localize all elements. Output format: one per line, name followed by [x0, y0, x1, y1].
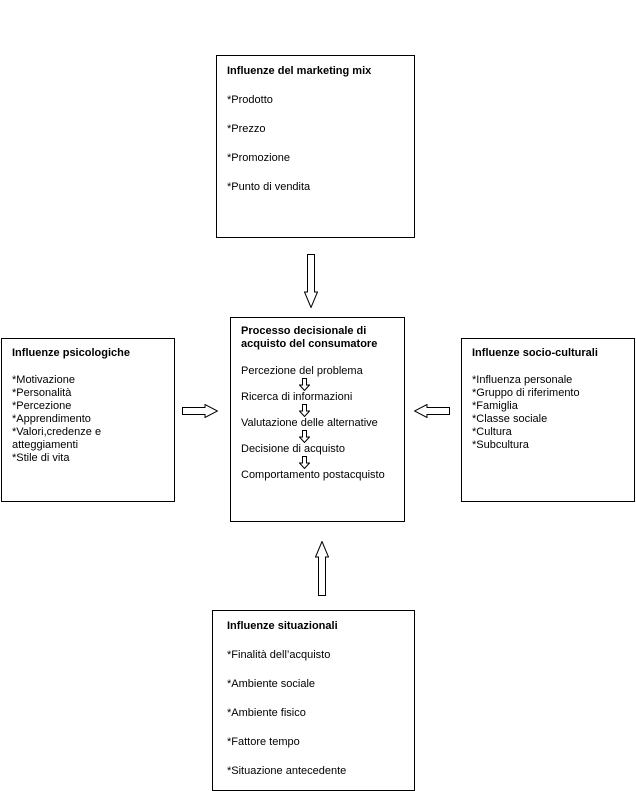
psicologiche-title: Influenze psicologiche [12, 347, 130, 359]
socio-culturali-box [461, 338, 635, 502]
list-item: *Classe sociale [472, 413, 548, 425]
situazionali-list [227, 649, 400, 778]
process-step: Percezione del problema [241, 365, 363, 377]
list-item: *Apprendimento [12, 413, 91, 425]
socio-culturali-list [472, 374, 624, 452]
socio-culturali-title: Influenze socio-culturali [472, 347, 598, 359]
process-step: Valutazione delle alternative [241, 417, 378, 429]
list-item: *Motivazione [12, 374, 75, 386]
processo-box [230, 317, 405, 522]
psicologiche-box [1, 338, 175, 502]
list-item: *Promozione [227, 152, 290, 164]
process-step: Ricerca di informazioni [241, 391, 353, 403]
processo-title: Processo decisionale di acquisto del consumatore [241, 325, 378, 350]
list-item: *Punto di vendita [227, 181, 311, 193]
psicologiche-list [12, 374, 164, 465]
list-item: *Fattore tempo [227, 736, 300, 748]
list-item: *Ambiente fisico [227, 707, 306, 719]
marketing-mix-box [216, 55, 415, 238]
up-arrow-icon [315, 541, 329, 596]
process-step: Decisione di acquisto [241, 443, 345, 455]
list-item: *Finalità dell’acquisto [227, 649, 331, 661]
situazionali-box [212, 610, 415, 791]
left-arrow-icon [414, 404, 450, 418]
right-arrow-icon [182, 404, 218, 418]
down-arrow-icon [299, 378, 310, 391]
down-arrow-icon [299, 456, 310, 469]
process-step: Comportamento postacquisto [241, 469, 385, 481]
marketing-mix-title: Influenze del marketing mix [227, 65, 372, 77]
down-arrow-icon [304, 254, 318, 308]
list-item: *Prodotto [227, 94, 273, 106]
list-item: *Gruppo di riferimento [472, 387, 580, 399]
list-item: *Stile di vita [12, 452, 70, 464]
down-arrow-icon [299, 404, 310, 417]
list-item: *Ambiente sociale [227, 678, 316, 690]
list-item: *Percezione [12, 400, 72, 412]
list-item: *Influenza personale [472, 374, 573, 386]
list-item: *Situazione antecedente [227, 765, 347, 777]
list-item: *Personalità [12, 387, 72, 399]
list-item: *Subcultura [472, 439, 529, 451]
list-item: *Famiglia [472, 400, 518, 412]
list-item: *Prezzo [227, 123, 266, 135]
list-item: *Cultura [472, 426, 512, 438]
marketing-mix-list [227, 94, 404, 194]
list-item: *Valori,credenze e atteggiamenti [12, 426, 102, 451]
situazionali-title: Influenze situazionali [227, 620, 338, 632]
down-arrow-icon [299, 430, 310, 443]
